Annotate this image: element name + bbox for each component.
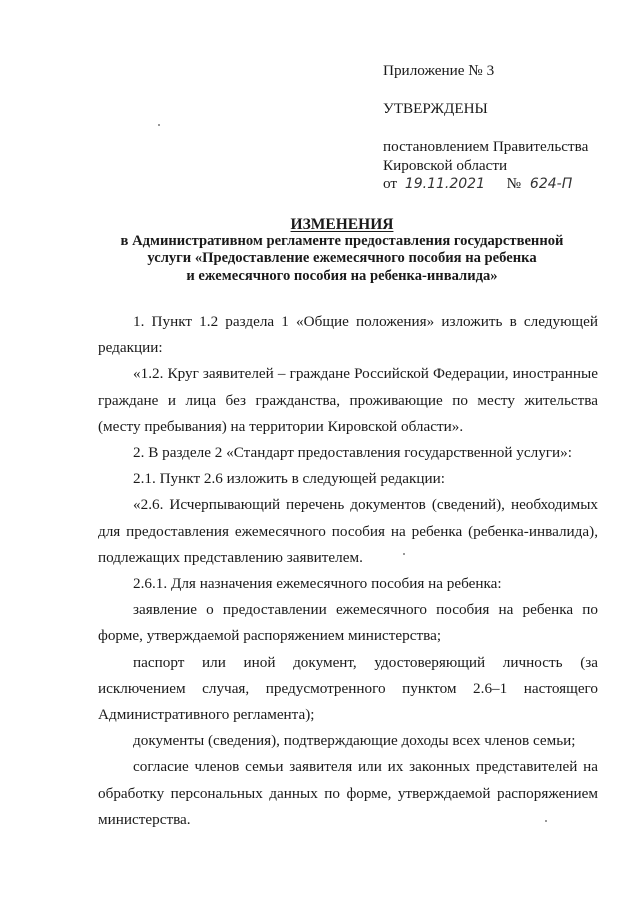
- paragraph-7: заявление о предоставлении ежемесячного пособия на ребенка по форме, утверждаемой распоряжением министерства;: [98, 601, 598, 645]
- paragraph-1: 1. Пункт 1.2 раздела 1 «Общие положения» изложить в следующей редакции:: [98, 313, 598, 357]
- paragraph-3: 2. В разделе 2 «Стандарт предоставления государственной услуги»:: [133, 444, 572, 462]
- approved-by-line1: постановлением Правительства: [383, 138, 589, 155]
- number-handwritten: 624-П: [529, 176, 573, 192]
- appendix-label: Приложение № 3: [383, 62, 495, 79]
- approved-label: УТВЕРЖДЕНЫ: [383, 99, 488, 117]
- paragraph-6: 2.6.1. Для назначения ежемесячного пособия на ребенка:: [133, 575, 502, 593]
- title-line-3: и ежемесячного пособия на ребенка-инвалида»: [186, 267, 498, 284]
- date-number-line: [383, 175, 588, 194]
- date-prefix: от: [383, 175, 398, 192]
- paragraph-4: 2.1. Пункт 2.6 изложить в следующей редакции:: [133, 470, 446, 488]
- paragraph-2: «1.2. Круг заявителей – граждане Российской Федерации, иностранные граждане и лица без гражданства, проживающие по месту жительства (месту пребывания) на территории Кировской области».: [98, 365, 598, 435]
- approved-by-line2: Кировской области: [383, 156, 508, 174]
- paragraph-5: «2.6. Исчерпывающий перечень документов (сведений), необходимых для предоставления ежемесячного пособия на ребенка (ребенка-инвалида), подлежащих представлению заявителем.: [98, 496, 598, 566]
- document-body: [98, 309, 598, 833]
- date-handwritten: 19.11.2021: [404, 176, 485, 192]
- title-line-1: в Административном регламенте предоставления государственной: [120, 233, 564, 250]
- approval-stamp-block: [383, 62, 588, 194]
- title-line-2: услуги «Предоставление ежемесячного пособия на ребенка: [147, 250, 537, 267]
- paragraph-10: согласие членов семьи заявителя или их законных представителей на обработку персональных данных по форме, утверждаемой распоряжением министерства.: [98, 758, 598, 828]
- title-main: ИЗМЕНЕНИЯ: [290, 216, 394, 233]
- scan-speck: [158, 124, 160, 126]
- number-prefix: №: [506, 175, 522, 192]
- document-title: [92, 216, 592, 285]
- paragraph-9: документы (сведения), подтверждающие доходы всех членов семьи;: [133, 732, 576, 750]
- paragraph-8: паспорт или иной документ, удостоверяющий личность (за исключением случая, предусмотренного пунктом 2.6–1 настоящего Административного регламента);: [98, 653, 598, 724]
